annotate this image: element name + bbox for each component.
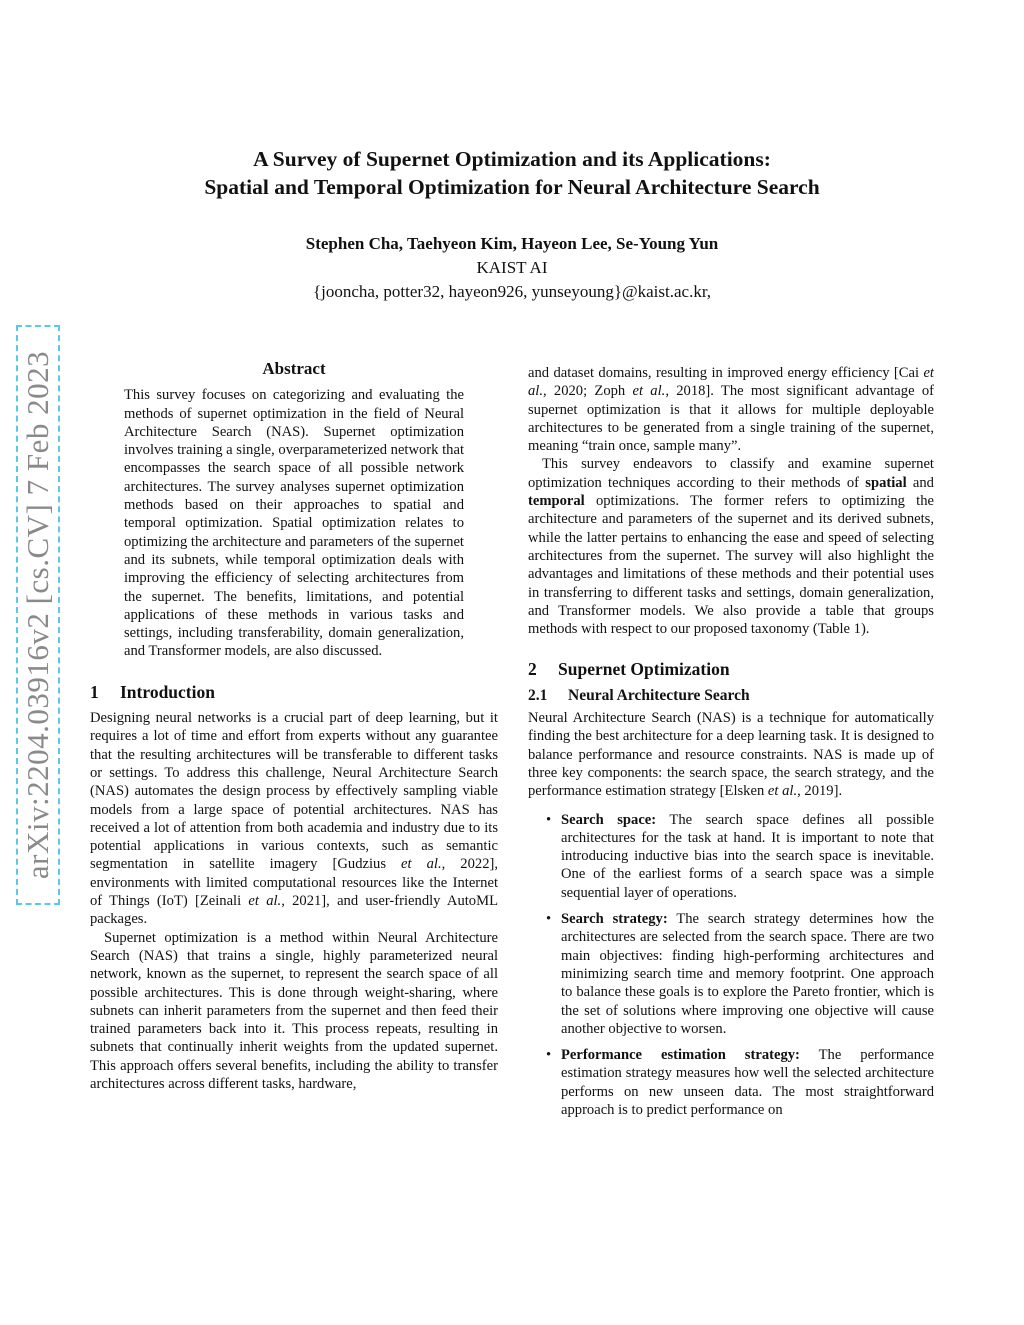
intro-paragraph-1 xyxy=(90,709,498,929)
nas-paragraph xyxy=(528,709,934,800)
bullet-text: The performance estimation strategy measures how well the selected architecture performs on new unseen data. The most straightforward approach is to predict performance on xyxy=(561,1047,934,1118)
bullet-icon: • xyxy=(546,911,552,928)
text-run: , 2018]. The most significant advantage of supernet optimization is that it allows for multiple deployable architectures to be generated from a single training of the supernet, meaning “train once, sample many”. xyxy=(528,383,934,455)
arxiv-stamp-text: arXiv:2204.03916v2 [cs.CV] 7 Feb 2023 xyxy=(20,350,56,880)
affiliation: KAIST AI xyxy=(476,258,548,277)
bullet-icon: • xyxy=(546,1047,552,1064)
intro-paragraph-2: Supernet optimization is a method within Neural Architecture Search (NAS) that trains a single, highly parameterized neural network, known as the supernet, to represent the search space of all possible architectures. This is done through weight-sharing, where subnets can inherit parameters from the supernet and then feed their trained parameters back into it. This process repeats, resulting in subnets that continually inherit weights from the updated supernet. This approach offers several benefits, including the ability to transfer architectures across different tasks, hardware, xyxy=(90,929,498,1092)
right-column xyxy=(528,364,934,1127)
title-line-2: Spatial and Temporal Optimization for Neural Architecture Search xyxy=(204,175,820,199)
bullet-text: The search space defines all possible architectures for the task at hand. It is important to note that introducing inductive bias into the search space is inevitable. One of the earliest forms of a search space was a simple sequential layer of operations. xyxy=(561,811,934,901)
text-run: optimizations. The former refers to optimizing the architecture and parameters of the supernet and its derived subnets, while the latter pertains to enhancing the ease and speed of selecting architectures from the supernet. The survey will also highlight the advantages and limitations of these methods and their potential uses in transferring to different tasks and settings, domain generalization, and Transformer models. We also provide a table that groups methods with respect to our proposed taxonomy (Table 1). xyxy=(528,493,934,638)
section-heading-supernet-optimization xyxy=(528,660,934,678)
nas-components-list xyxy=(528,811,934,1120)
right-paragraph-1 xyxy=(528,364,934,455)
bullet-text: The search strategy determines how the architectures are selected from the search space. There are two main objectives: finding high-performing architectures and minimizing search time and memory footprint. One approach to balance these goals is to explore the Pareto frontier, which is the set of solutions where improving one objective will cause another objective to worsen. xyxy=(561,911,934,1037)
subsection-number: 2.1 xyxy=(528,686,548,704)
author-names: Stephen Cha, Taehyeon Kim, Hayeon Lee, Se-Young Yun xyxy=(305,234,719,253)
text-run: and xyxy=(906,474,934,491)
list-item xyxy=(528,910,934,1038)
bullet-label: Search space: xyxy=(561,811,657,828)
list-item xyxy=(528,811,934,902)
subsection-heading-nas xyxy=(528,687,934,705)
list-item xyxy=(528,1046,934,1119)
arxiv-stamp xyxy=(16,325,60,905)
bullet-label: Search strategy: xyxy=(561,911,668,928)
section-heading-introduction xyxy=(90,683,498,701)
text-run: , 2021], and user-friendly AutoML packages. xyxy=(90,893,498,928)
left-column xyxy=(90,360,498,1093)
author-block xyxy=(0,232,1024,304)
text-run: Neural Architecture Search (NAS) is a technique for automatically finding the best architecture for a deep learning task. It is designed to balance performance and resource constraints. NAS is made up of three key components: the search space, the search strategy, and the performance estimation strategy [Elsken xyxy=(528,710,934,800)
text-run: and dataset domains, resulting in improved energy efficiency [Cai xyxy=(528,365,924,381)
section-title: Introduction xyxy=(120,681,215,702)
citation-etal: et al. xyxy=(528,365,934,400)
paper-title xyxy=(0,145,1024,201)
citation-etal: et al. xyxy=(401,856,442,873)
keyword-spatial: spatial xyxy=(865,474,907,491)
abstract-text: This survey focuses on categorizing and evaluating the methods of supernet optimization in the field of Neural Architecture Search (NAS). Supernet optimization involves training a single, overparameterized network that encompasses the search space of all possible network architectures. The survey analyses supernet optimization methods based on their approaches to spatial and temporal optimization. Spatial optimization relates to optimizing the architecture and parameters of the supernet and its subnets, while temporal optimization deals with improving the efficiency of selecting architectures from the supernet. The benefits, limitations, and potential applications of these methods in various tasks and settings, including transferability, domain generalization, and Transformer models, are also discussed. xyxy=(124,387,464,660)
text-run: , 2022], environments with limited computational resources like the Internet of Things (IoT) [Zeinali xyxy=(90,856,499,910)
bullet-label: Performance estimation strategy: xyxy=(561,1047,800,1064)
text-run: , 2020; Zoph xyxy=(543,383,633,400)
citation-etal: et al. xyxy=(632,383,666,400)
section-title: Supernet Optimization xyxy=(558,659,730,680)
right-paragraph-2 xyxy=(528,455,934,638)
section-number: 2 xyxy=(528,659,537,680)
text-run: Designing neural networks is a crucial part of deep learning, but it requires a lot of time and effort from experts without any guarantee that the resulting architectures will be transferable to different tasks or settings. To address this challenge, Neural Architecture Search (NAS) automates the design process by effectively sampling viable models from a large space of potential architectures. NAS has received a lot of attention from both academia and industry due to its potential applications in various contexts, such as semantic segmentation in satellite imagery [Gudzius xyxy=(90,710,498,873)
subsection-title: Neural Architecture Search xyxy=(568,686,750,704)
text-run: This survey endeavors to classify and examine supernet optimization techniques according to their methods of xyxy=(528,456,934,491)
abstract-heading: Abstract xyxy=(262,359,326,378)
title-line-1: A Survey of Supernet Optimization and its Applications: xyxy=(253,147,771,171)
bullet-icon: • xyxy=(546,811,552,828)
text-run: , 2019]. xyxy=(797,783,843,800)
citation-etal: et al. xyxy=(248,893,282,910)
keyword-temporal: temporal xyxy=(528,493,585,510)
author-emails: {jooncha, potter32, hayeon926, yunseyoung}@kaist.ac.kr, xyxy=(312,282,712,301)
citation-etal: et al. xyxy=(767,783,798,800)
section-number: 1 xyxy=(90,681,99,702)
